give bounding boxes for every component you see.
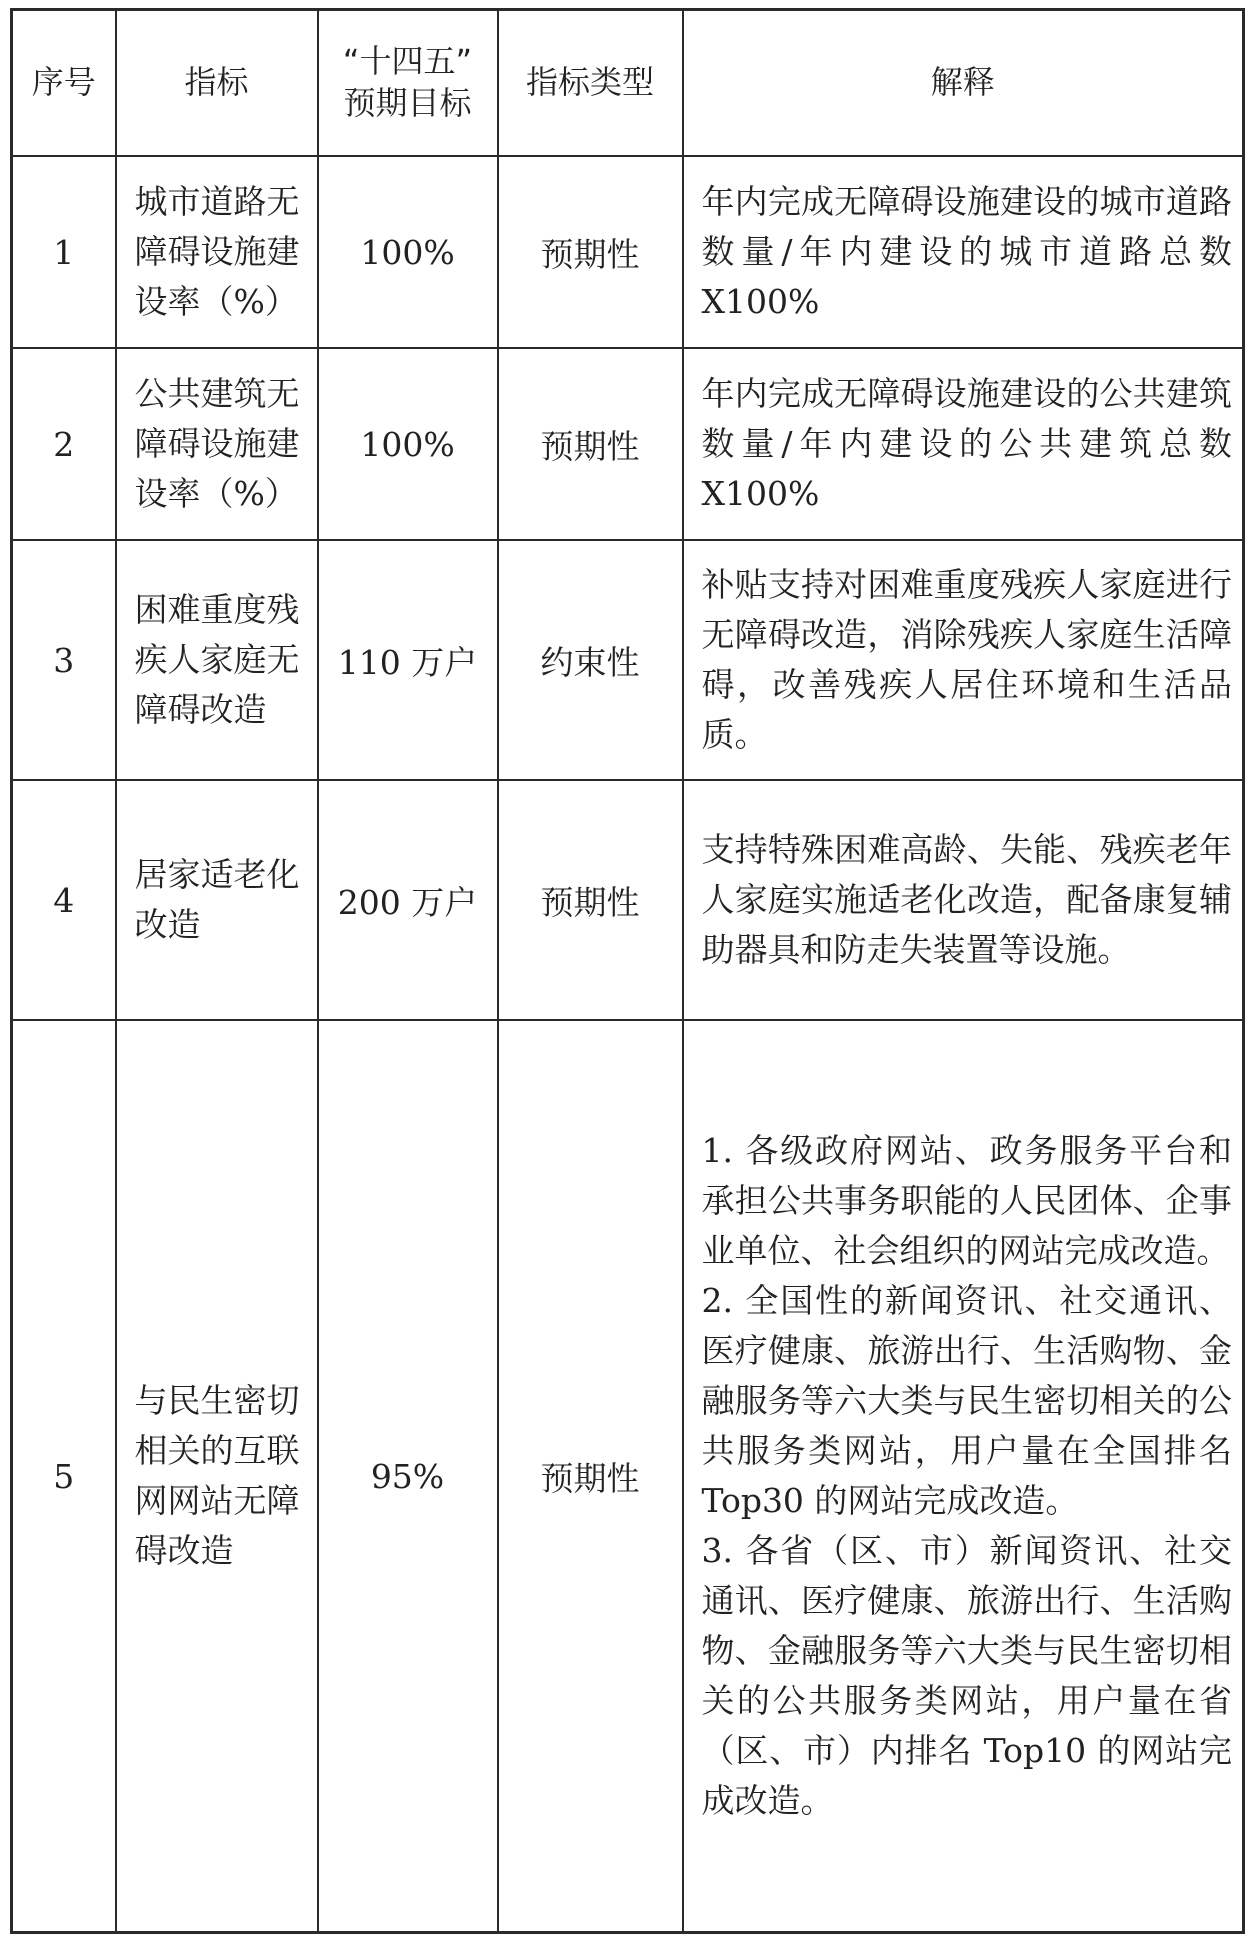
table-row [12,1020,1244,1933]
row-seq: 3 [12,540,116,780]
table-row [12,348,1244,540]
row-target: 95% [318,1020,498,1933]
row-target: 200 万户 [318,780,498,1020]
explanation-paragraph: 补贴支持对困难重度残疾人家庭进行无障碍改造，消除残疾人家庭生活障碍，改善残疾人居住环境和生活品质。 [701,565,1232,754]
header-type: 指标类型 [498,10,683,157]
explanation-paragraph: 年内完成无障碍设施建设的公共建筑数量/年内建设的公共建筑总数 X100% [701,374,1232,513]
row-explanation [683,1020,1244,1933]
row-type: 预期性 [498,156,683,348]
row-type: 预期性 [498,1020,683,1933]
header-explanation: 解释 [683,10,1244,157]
row-indicator: 城市道路无障碍设施建设率（%） [116,156,318,348]
explanation-paragraph: 1. 各级政府网站、政务服务平台和承担公共事务职能的人民团体、企事业单位、社会组织的网站完成改造。 [701,1131,1232,1270]
row-seq: 5 [12,1020,116,1933]
header-target-line1: “十四五” [342,42,473,81]
row-target: 100% [318,348,498,540]
explanation-paragraph: 支持特殊困难高龄、失能、残疾老年人家庭实施适老化改造，配备康复辅助器具和防走失装置等设施。 [701,830,1232,969]
row-type: 预期性 [498,348,683,540]
explanation-paragraph: 3. 各省（区、市）新闻资讯、社交通讯、医疗健康、旅游出行、生活购物、金融服务等六大类与民生密切相关的公共服务类网站，用户量在省（区、市）内排名 Top10 的网站完成改造。 [701,1531,1232,1820]
row-indicator: 居家适老化改造 [116,780,318,1020]
row-type: 约束性 [498,540,683,780]
header-row [12,10,1244,157]
header-indicator: 指标 [116,10,318,157]
indicators-table [10,8,1245,1934]
header-target-line2: 预期目标 [343,84,472,122]
table-row [12,780,1244,1020]
row-indicator: 与民生密切相关的互联网网站无障碍改造 [116,1020,318,1933]
row-explanation [683,540,1244,780]
header-seq: 序号 [12,10,116,157]
header-target [318,10,498,157]
row-target: 110 万户 [318,540,498,780]
row-target: 100% [318,156,498,348]
row-indicator: 公共建筑无障碍设施建设率（%） [116,348,318,540]
row-explanation [683,780,1244,1020]
row-explanation [683,156,1244,348]
explanation-paragraph: 2. 全国性的新闻资讯、社交通讯、医疗健康、旅游出行、生活购物、金融服务等六大类与民生密切相关的公共服务类网站，用户量在全国排名 Top30 的网站完成改造。 [701,1281,1232,1520]
table-row [12,540,1244,780]
row-type: 预期性 [498,780,683,1020]
explanation-paragraph: 年内完成无障碍设施建设的城市道路数量/年内建设的城市道路总数 X100% [701,182,1232,321]
row-seq: 1 [12,156,116,348]
row-indicator: 困难重度残疾人家庭无障碍改造 [116,540,318,780]
table-row [12,156,1244,348]
row-explanation [683,348,1244,540]
row-seq: 2 [12,348,116,540]
row-seq: 4 [12,780,116,1020]
